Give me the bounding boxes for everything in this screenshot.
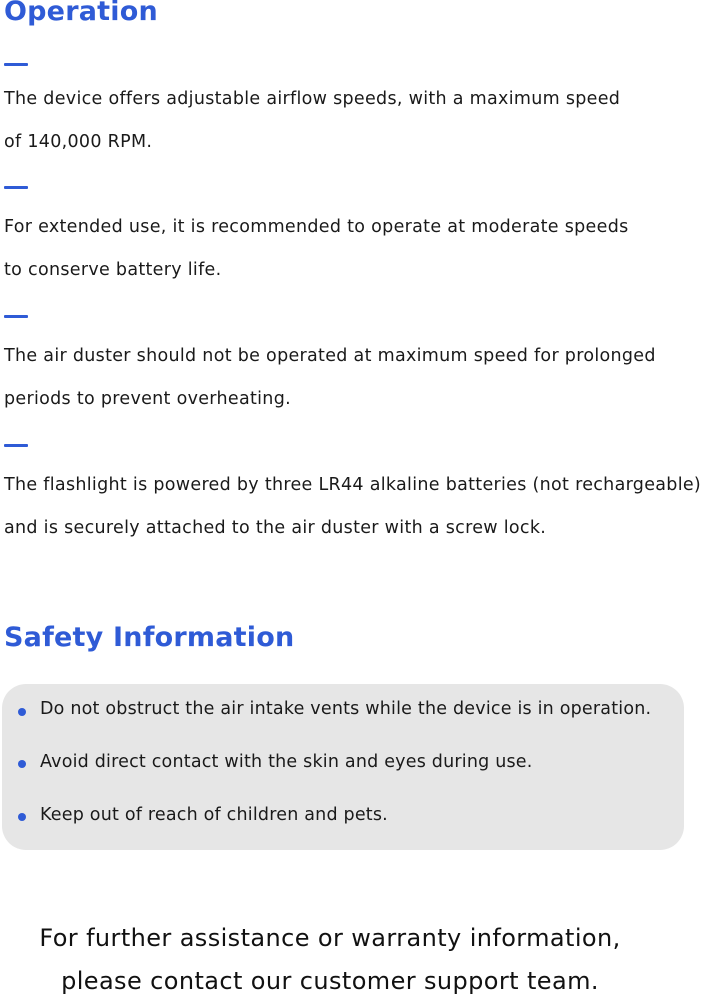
dash-divider [4, 444, 28, 447]
safety-item-1: Do not obstruct the air intake vents while the device is in operation. [40, 699, 652, 719]
operation-item-4-line-1: The flashlight is powered by three LR44 alkaline batteries (not rechargeable) [4, 475, 702, 495]
operation-item-1-line-1: The device offers adjustable airflow speeds, with a maximum speed [4, 89, 621, 109]
safety-heading: Safety Information [4, 622, 295, 653]
operation-item-2 [4, 206, 629, 292]
safety-item-2: Avoid direct contact with the skin and eyes during use. [40, 752, 533, 772]
operation-item-2-line-2: to conserve battery life. [4, 260, 222, 280]
bullet-dot-icon [18, 813, 26, 821]
operation-item-2-line-1: For extended use, it is recommended to operate at moderate speeds [4, 217, 629, 237]
operation-item-4 [4, 464, 701, 550]
operation-item-4-line-2: and is securely attached to the air duster with a screw lock. [4, 518, 547, 538]
operation-item-3-line-2: periods to prevent overheating. [4, 389, 291, 409]
footer-line-2: please contact our customer support team. [61, 967, 599, 995]
bullet-dot-icon [18, 760, 26, 768]
operation-item-3-line-1: The air duster should not be operated at maximum speed for prolonged [4, 346, 656, 366]
operation-item-1-line-2: of 140,000 RPM. [4, 132, 153, 152]
bullet-dot-icon [18, 708, 26, 716]
operation-item-1 [4, 78, 620, 164]
operation-item-3 [4, 335, 656, 421]
safety-item-3: Keep out of reach of children and pets. [40, 805, 388, 825]
dash-divider [4, 63, 28, 66]
operation-heading: Operation [4, 0, 158, 27]
footer-line-1: For further assistance or warranty information, [39, 924, 621, 952]
dash-divider [4, 186, 28, 189]
dash-divider [4, 315, 28, 318]
